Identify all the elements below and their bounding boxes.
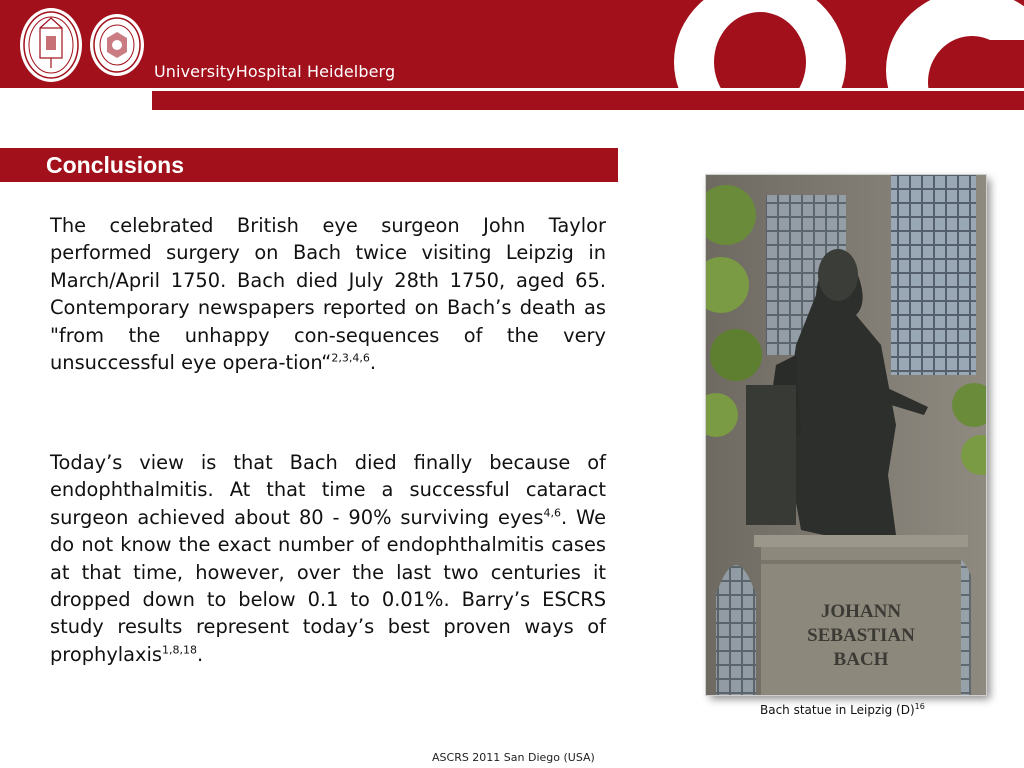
paragraph-1-text: The celebrated British eye surgeon John Taylor performed surgery on Bach twice visiting Leipzig in March/April 1750. Bach died July 28th 1750, aged 65. Contemporary newspapers reported on Bach’s death as "from the unhappy con-sequences of the very unsuccessful eye opera-tion“ bbox=[50, 214, 606, 375]
paragraph-1-end: . bbox=[369, 351, 376, 375]
conclusion-paragraph-1 bbox=[50, 212, 606, 376]
caption-text: Bach statue in Leipzig (D) bbox=[760, 703, 915, 717]
header-underbar bbox=[152, 91, 1024, 110]
institution-name: UniversityHospital Heidelberg bbox=[154, 62, 396, 81]
plinth-line-1: JOHANN bbox=[820, 601, 902, 622]
paragraph-2-end: . bbox=[197, 642, 204, 666]
oc-logo-graphic bbox=[660, 0, 1024, 88]
paragraph-2-text-a: Today’s view is that Bach died finally because of endophthalmitis. At that time a successful cataract surgeon achieved about 80 - 90% surviving eyes bbox=[50, 451, 606, 529]
caption-reference: 16 bbox=[914, 702, 925, 711]
footer-text: ASCRS 2011 San Diego (USA) bbox=[432, 751, 595, 764]
conclusion-paragraph-2 bbox=[50, 449, 606, 668]
university-seal-logo bbox=[20, 8, 82, 82]
section-title: Conclusions bbox=[46, 152, 185, 178]
hospital-seal-logo bbox=[90, 14, 144, 76]
reference-superscript: 4,6 bbox=[543, 506, 561, 520]
bach-statue-photo bbox=[706, 175, 986, 695]
plinth-line-2: SEBASTIAN bbox=[807, 625, 915, 646]
plinth-line-3: BACH bbox=[833, 649, 889, 670]
header-bar bbox=[0, 0, 1024, 88]
reference-superscript: 1,8,18 bbox=[162, 643, 198, 657]
paragraph-2-text-b: . We do not know the exact number of endophthalmitis cases at that time, however, over the last two centuries it dropped down to below 0.1 to 0.01%. Barry’s ESCRS study results represent today’s best proven ways of prophylaxis bbox=[50, 505, 607, 666]
photo-caption bbox=[760, 703, 925, 717]
reference-superscript: 2,3,4,6 bbox=[331, 351, 370, 365]
bach-statue-illustration bbox=[706, 175, 986, 695]
